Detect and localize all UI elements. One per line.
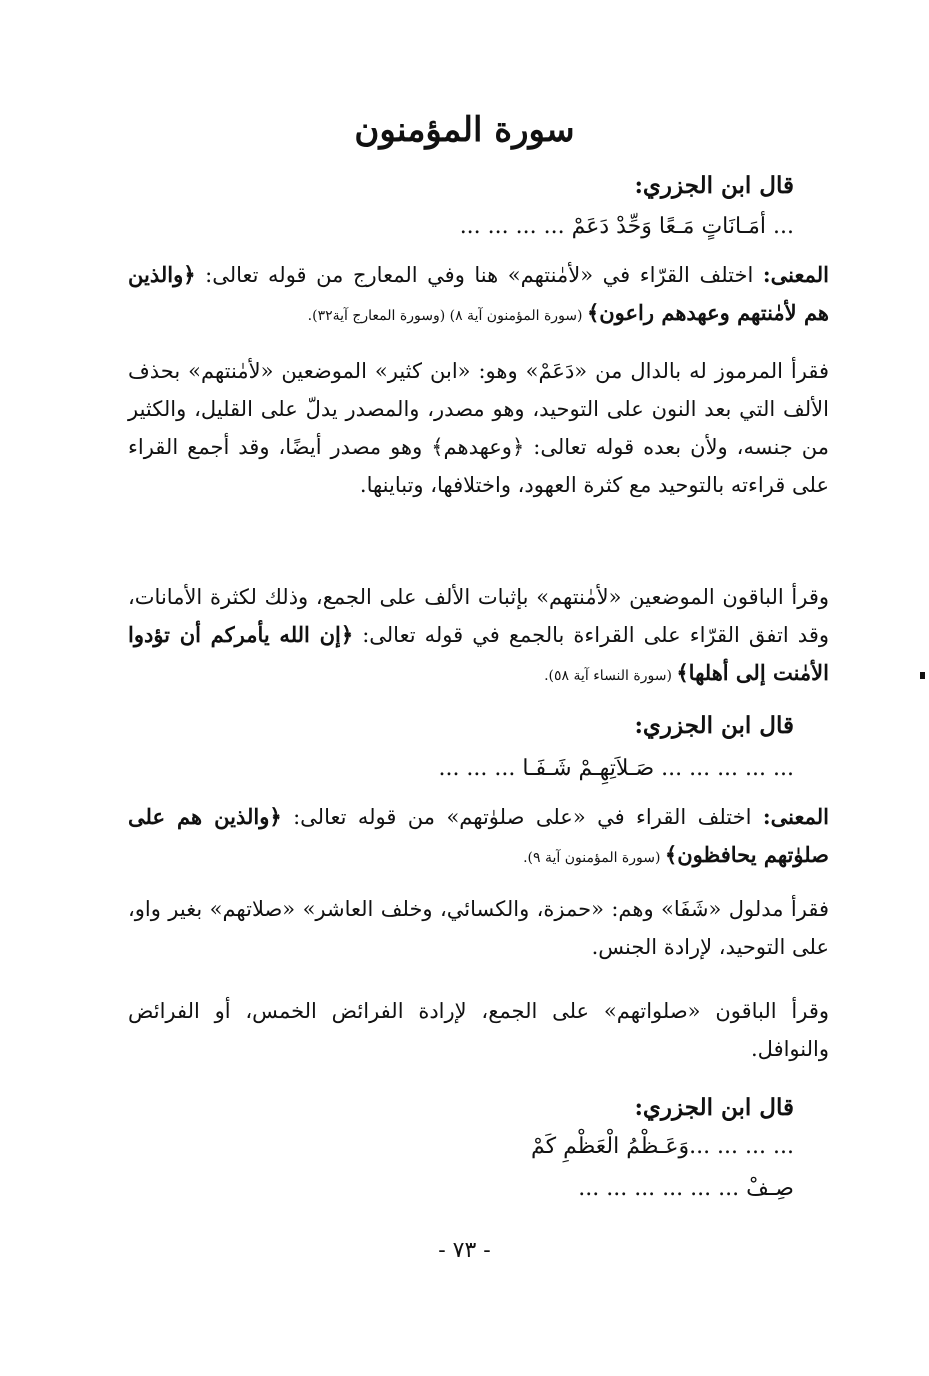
quran-quote: ﴿والذين هم على صلوٰتهم يحافظون﴾ xyxy=(128,804,829,867)
verse-text: صِـفْ ... ... ... ... ... ... xyxy=(578,1176,794,1201)
scan-mark xyxy=(920,672,925,679)
meaning-paragraph xyxy=(128,256,829,335)
poem-verse xyxy=(128,1176,794,1212)
quran-reference: (سورة النساء آية ٥٨). xyxy=(544,668,677,684)
page-number: - ٧٣ - xyxy=(438,1238,491,1263)
commentary-paragraph: فقرأ مدلول «شَفَا» وهم: «حمزة، والكسائي، وخلف العاشر» «صلاتهم» بغير واو، على التوحيد، لإرادة الجنس. xyxy=(128,897,829,959)
meaning-text: اختلف القرّاء في «لأمٰنتهم» هنا وفي المعارج من قوله تعالى: xyxy=(195,263,763,287)
commentary-paragraph xyxy=(128,578,829,695)
meaning-label: المعنى: xyxy=(762,804,829,829)
commentary-paragraph: وقرأ الباقون «صلواتهم» على الجمع، لإرادة الفرائض الخمس، أو الفرائض والنوافل. xyxy=(128,999,829,1061)
quran-reference: (سورة المؤمنون آية ٩). xyxy=(523,850,665,866)
meaning-text: اختلف القراء في «على صلوٰتهم» من قوله تعالى: xyxy=(281,805,763,829)
commentary-paragraph: فقرأ المرموز له بالدال من «دَعَمْ» وهو: «ابن كثير» الموضعين «لأمٰنتهم» بحذف الألف التي بعد النون على التوحيد، وهو مصدر، والمصدر يدلّ على القليل، والكثير من جنسه، ولأن بعده قوله تعالى: ﴿وعهدهم﴾ وهو مصدر أيضًا، وقد أجمع القراء على قراءته بالتوحيد مع كثرة العهود، واختلافها، وتباينها. xyxy=(128,359,829,497)
verse-text: ... ... ... ...وَعَـظْمُ الْعَظْمِ كَمْ xyxy=(530,1134,794,1159)
commentary-text: وقرأ الباقون الموضعين «لأمٰنتهم» بإثبات الألف على الجمع، وذلك لكثرة الأمانات، وقد اتفق القرّاء على القراءة بالجمع في قوله تعالى: xyxy=(128,585,829,647)
meaning-label: المعنى: xyxy=(762,262,829,287)
poem-verse xyxy=(128,756,794,792)
section-heading: قال ابن الجزري: xyxy=(634,172,794,199)
quran-reference: (سورة المؤمنون آية ٨) (وسورة المعارج آية٣٢). xyxy=(307,308,587,324)
quran-quote: ﴿والذين هم لأمٰنتهم وعهدهم راعون﴾ xyxy=(128,262,829,325)
meaning-paragraph xyxy=(128,798,829,877)
poem-verse xyxy=(128,214,794,250)
section-heading: قال ابن الجزري: xyxy=(634,712,794,739)
surah-title: سورة المؤمنون xyxy=(354,110,575,150)
poem-verse xyxy=(128,1134,794,1170)
quran-quote: ﴿إن الله يأمركم أن تؤدوا الأمٰنت إلى أهلها﴾ xyxy=(128,622,829,685)
verse-text: ... أمَـانَاتٍ مَـعًا وَحِّدْ دَعَمْ ... ... ... ... xyxy=(459,214,794,239)
verse-text: ... ... ... ... ... صَـلاَتِهِـمْ شَـفَـا ... ... ... xyxy=(438,756,794,781)
section-heading: قال ابن الجزري: xyxy=(634,1094,794,1121)
